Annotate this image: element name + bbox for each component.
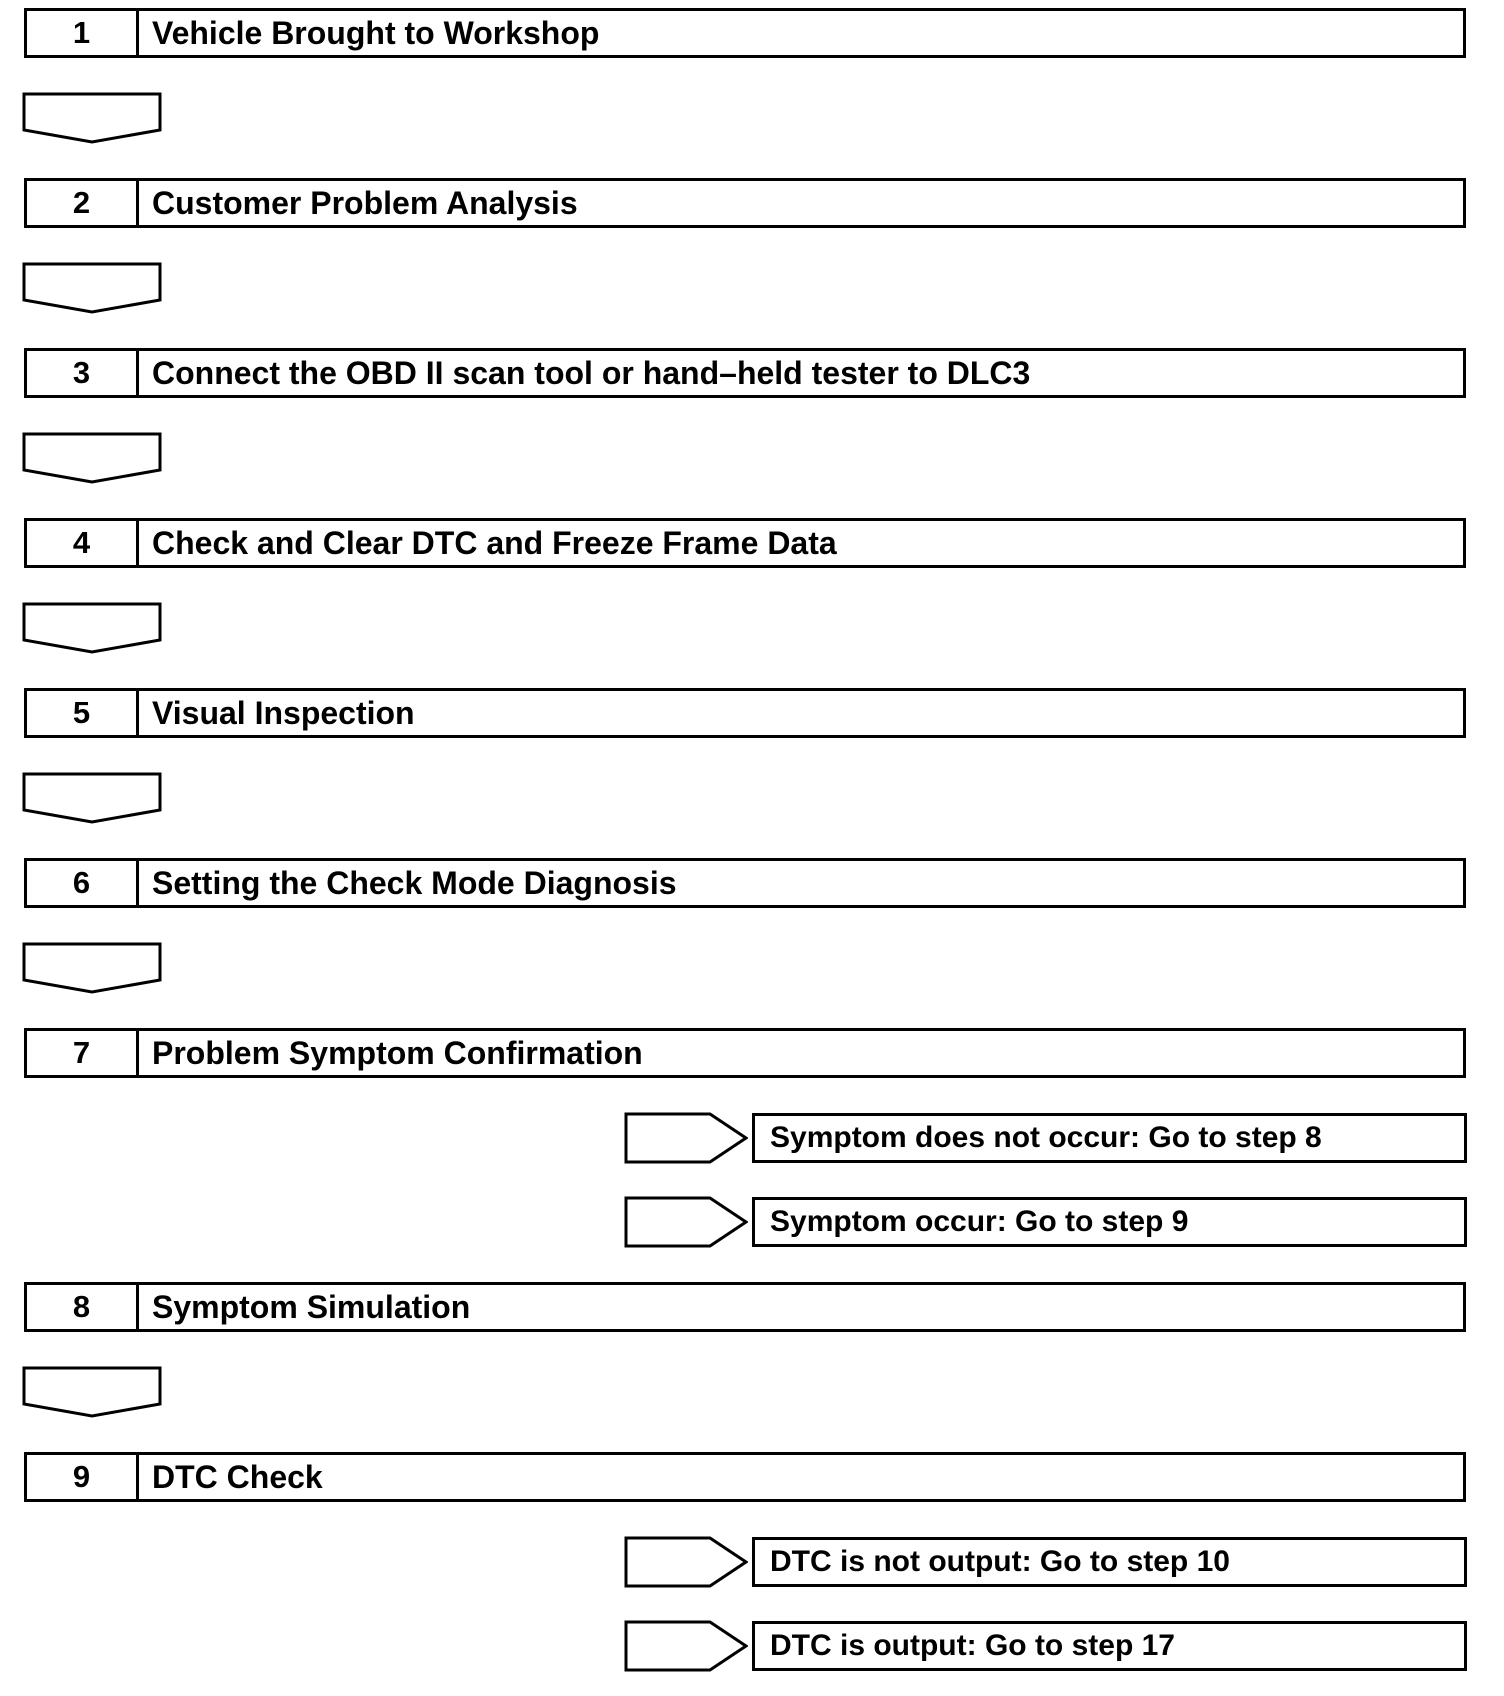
step-box-9 — [24, 1452, 1466, 1502]
down-arrow-icon — [22, 942, 162, 994]
right-arrow-icon — [624, 1196, 748, 1248]
right-arrow-icon — [624, 1620, 748, 1672]
down-arrow-icon — [22, 262, 162, 314]
step-number: 2 — [27, 181, 139, 225]
step-number: 7 — [27, 1031, 139, 1075]
branch-dtc-output: DTC is output: Go to step 17 — [752, 1621, 1467, 1671]
step-label: Visual Inspection — [152, 694, 415, 731]
step-number: 5 — [27, 691, 139, 735]
step-label: Connect the OBD II scan tool or hand–held tester to DLC3 — [152, 354, 1031, 391]
step-number: 1 — [27, 11, 139, 55]
step-box-6 — [24, 858, 1466, 908]
step-box-8 — [24, 1282, 1466, 1332]
step-label: Symptom Simulation — [152, 1288, 471, 1325]
step-label: Problem Symptom Confirmation — [152, 1034, 643, 1071]
down-arrow-icon — [22, 602, 162, 654]
step-number: 3 — [27, 351, 139, 395]
step-number: 9 — [27, 1455, 139, 1499]
branch-dtc-not-output: DTC is not output: Go to step 10 — [752, 1537, 1467, 1587]
right-arrow-icon — [624, 1112, 748, 1164]
down-arrow-icon — [22, 92, 162, 144]
branch-symptom-occur: Symptom occur: Go to step 9 — [752, 1197, 1467, 1247]
step-label: Vehicle Brought to Workshop — [152, 14, 600, 51]
step-number: 8 — [27, 1285, 139, 1329]
branch-symptom-does-not-occur: Symptom does not occur: Go to step 8 — [752, 1113, 1467, 1163]
step-number: 6 — [27, 861, 139, 905]
step-box-3 — [24, 348, 1466, 398]
step-label: Customer Problem Analysis — [152, 184, 578, 221]
down-arrow-icon — [22, 432, 162, 484]
step-box-2 — [24, 178, 1466, 228]
step-box-7 — [24, 1028, 1466, 1078]
down-arrow-icon — [22, 772, 162, 824]
step-number: 4 — [27, 521, 139, 565]
step-box-4 — [24, 518, 1466, 568]
step-box-5 — [24, 688, 1466, 738]
step-label: Check and Clear DTC and Freeze Frame Data — [152, 524, 837, 561]
step-label: DTC Check — [152, 1458, 323, 1495]
step-label: Setting the Check Mode Diagnosis — [152, 864, 677, 901]
down-arrow-icon — [22, 1366, 162, 1418]
right-arrow-icon — [624, 1536, 748, 1588]
step-box-1 — [24, 8, 1466, 58]
